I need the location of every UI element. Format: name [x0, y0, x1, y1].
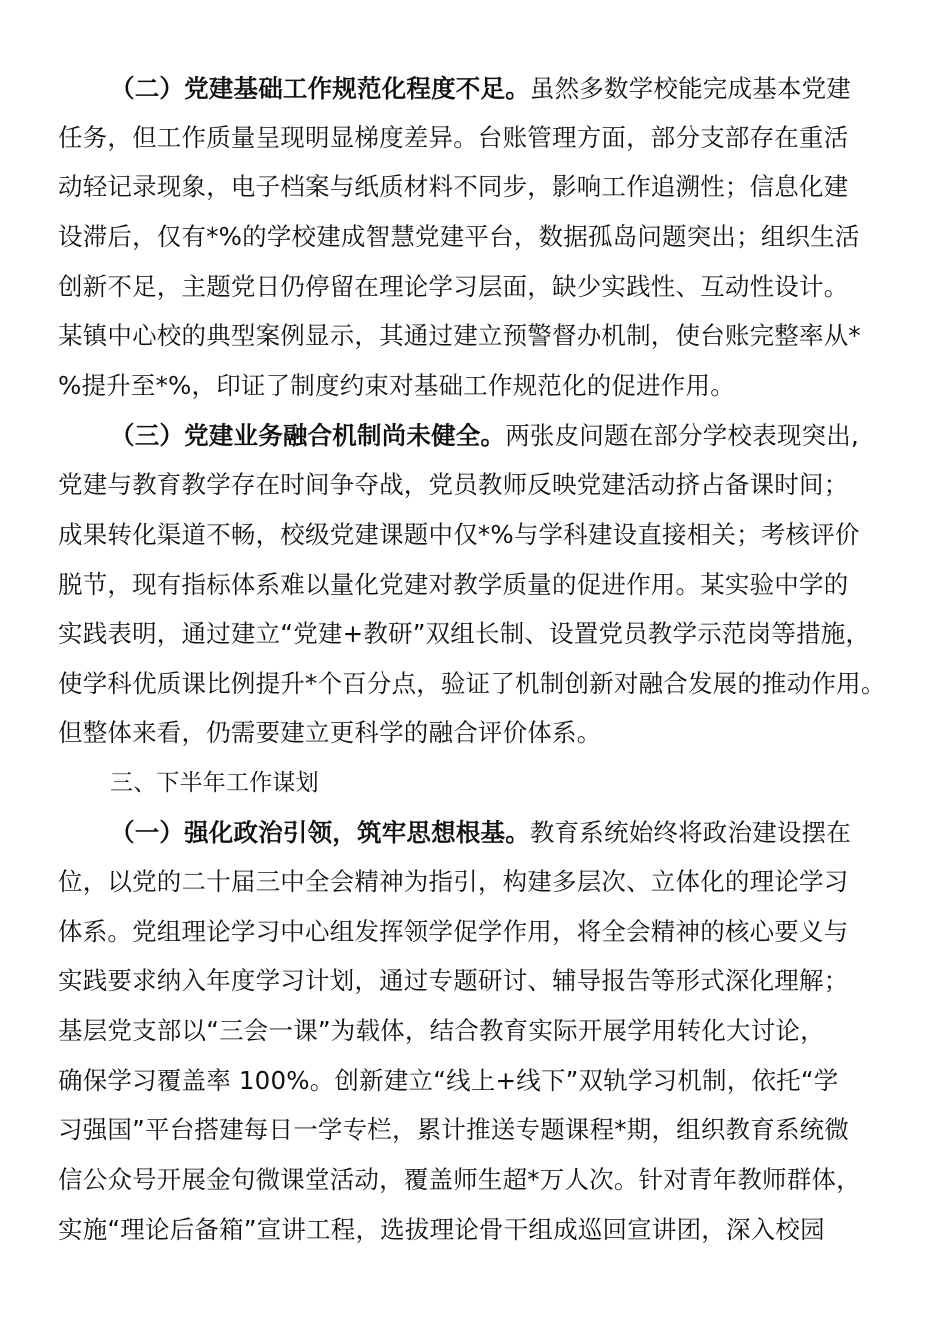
paragraph-3-line-2: 党建与教育教学存在时间争夺战，党员教师反映党建活动挤占备课时间； [58, 470, 849, 499]
paragraph-4-line-5: 基层党支部以“三会一课”为载体，结合教育实际开展学用转化大讨论， [58, 1016, 825, 1045]
paragraph-4-line-3: 体系。党组理论学习中心组发挥领学促学作用，将全会精神的核心要义与 [58, 917, 849, 946]
paragraph-2-line-1: （二）党建基础工作规范化程度不足。虽然多数学校能完成基本党建 [110, 74, 852, 103]
paragraph-4-line-6: 确保学习覆盖率 100%。创新建立“线上+线下”双轨学习机制，依托“学 [58, 1066, 839, 1095]
paragraph-2-line-5: 创新不足，主题党日仍停留在理论学习层面，缺少实践性、互动性设计。 [58, 272, 849, 301]
paragraph-3-line-3: 成果转化渠道不畅，校级党建课题中仅*%与学科建设直接相关；考核评价 [58, 520, 860, 549]
paragraph-4-line-7: 习强国”平台搭建每日一学专栏，累计推送专题课程*期，组织教育系统微 [58, 1115, 850, 1144]
paragraph-3-line-7: 但整体来看，仍需要建立更科学的融合评价体系。 [58, 718, 602, 747]
paragraph-2-line-2: 任务，但工作质量呈现明显梯度差异。台账管理方面，部分支部存在重活 [58, 123, 849, 152]
paragraph-4-line-4: 实践要求纳入年度学习计划，通过专题研讨、辅导报告等形式深化理解； [58, 966, 849, 995]
paragraph-3-line-5: 实践表明，通过建立“党建+教研”双组长制、设置党员教学示范岗等措施， [58, 619, 871, 648]
paragraph-2-line-4: 设滞后，仅有*%的学校建成智慧党建平台，数据孤岛问题突出；组织生活 [58, 222, 860, 251]
paragraph-4-line-2: 位，以党的二十届三中全会精神为指引，构建多层次、立体化的理论学习 [58, 867, 849, 896]
paragraph-3-line-6: 使学科优质课比例提升*个百分点，验证了机制创新对融合发展的推动作用。 [58, 669, 886, 698]
chapter-heading: 三、下半年工作谋划 [110, 770, 319, 796]
paragraph-2-line-3: 动轻记录现象，电子档案与纸质材料不同步，影响工作追溯性；信息化建 [58, 172, 849, 201]
paragraph-2-line-6: 某镇中心校的典型案例显示，其通过建立预警督办机制，使台账完整率从* [58, 321, 861, 350]
section-heading-2: （二）党建基础工作规范化程度不足。 [110, 74, 530, 103]
paragraph-4-line-8: 信公众号开展金句微课堂活动，覆盖师生超*万人次。针对青年教师群体， [58, 1165, 861, 1194]
paragraph-2-line-7: %提升至*%，印证了制度约束对基础工作规范化的促进作用。 [58, 371, 735, 400]
paragraph-3-line-1: （三）党建业务融合机制尚未健全。两张皮问题在部分学校表现突出, [110, 421, 859, 450]
paragraph-4-line-9: 实施“理论后备箱”宣讲工程，选拔理论骨干组成巡回宣讲团，深入校园 [58, 1215, 825, 1244]
paragraph-4-line-1: （一）强化政治引领，筑牢思想根基。教育系统始终将政治建设摆在 [110, 818, 852, 847]
section-heading-4: （一）强化政治引领，筑牢思想根基。 [110, 818, 530, 847]
paragraph-3-line-4: 脱节，现有指标体系难以量化党建对教学质量的促进作用。某实验中学的 [58, 570, 849, 599]
section-heading-3: （三）党建业务融合机制尚未健全。 [110, 421, 506, 450]
